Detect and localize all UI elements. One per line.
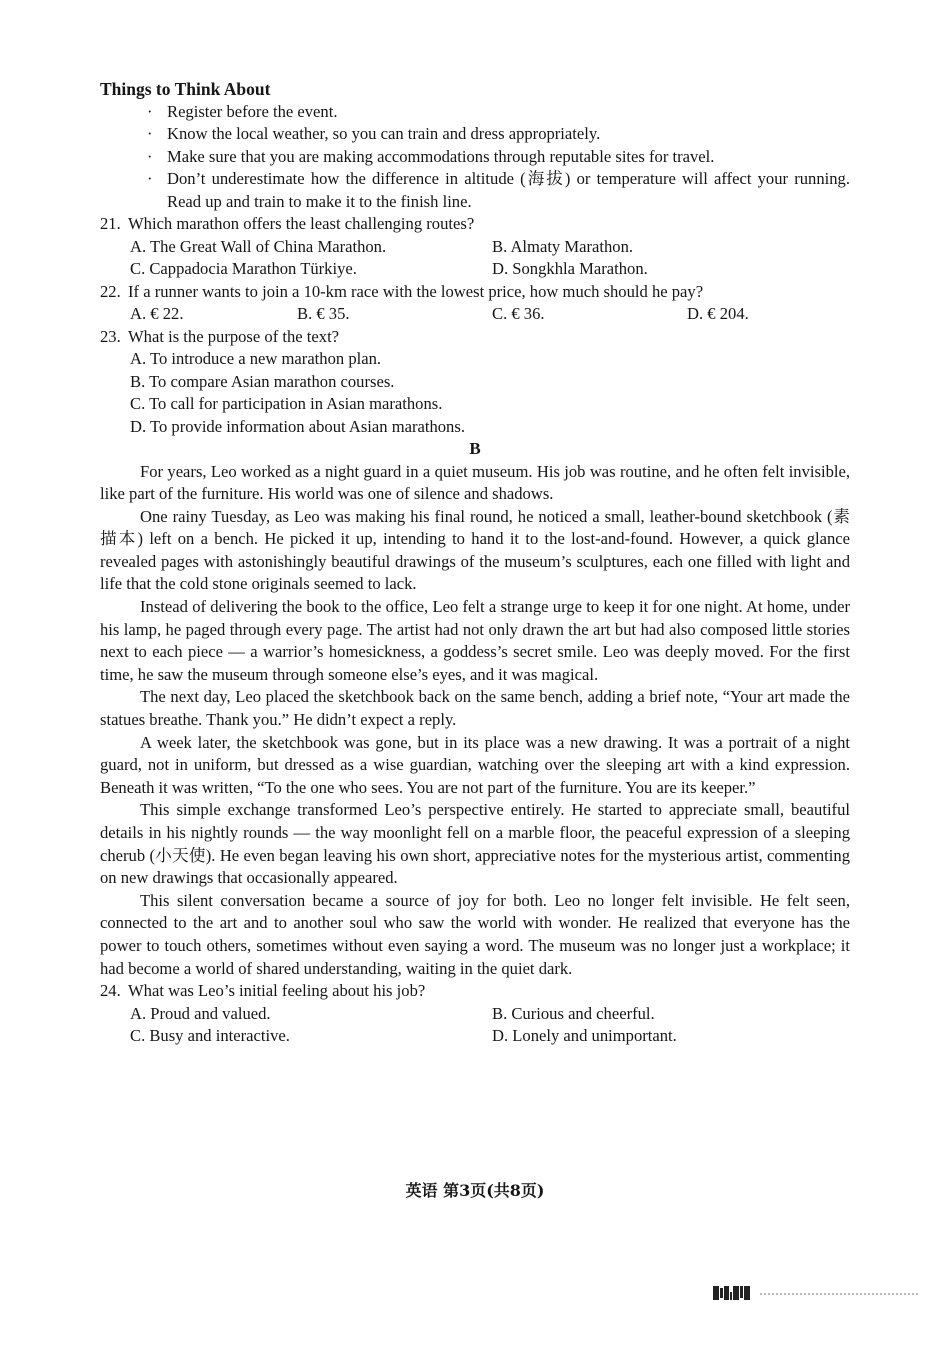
- options: [100, 348, 850, 438]
- bullet-icon: ·: [147, 169, 153, 188]
- qr-code-icon: [713, 1286, 753, 1300]
- question-stem: [100, 980, 850, 1003]
- bullet-icon: ·: [147, 124, 153, 143]
- option-b[interactable]: B. € 35.: [297, 304, 350, 323]
- option-d[interactable]: D. € 204.: [687, 304, 749, 323]
- paragraph: A week later, the sketchbook was gone, but in its place was a new drawing. It was a portrait of a night guard, not in uniform, but dressed as a wise guardian, watching over the sleeping art with a kind expression. Beneath it was written, “To the one who sees. You are not part of the furniture. You are its keeper.”: [100, 732, 850, 797]
- option-c[interactable]: C. € 36.: [492, 304, 545, 323]
- question-23: [100, 326, 850, 439]
- tip-item: [100, 101, 850, 124]
- option-b[interactable]: B. Almaty Marathon.: [492, 236, 634, 256]
- tip-text: Know the local weather, so you can train and dress appropriately.: [167, 124, 601, 143]
- section-heading: Things to Think About: [100, 79, 271, 99]
- option-c[interactable]: C. Busy and interactive.: [130, 1026, 290, 1046]
- paragraph: Instead of delivering the book to the office, Leo felt a strange urge to keep it for one night. At home, under his lamp, he paged through every page. The artist had not only drawn the art but had also composed little stories next to each piece — a warrior’s homesickness, a goddess’s secret smile. Leo was deeply moved. For the first time, he saw the museum through someone else’s eyes, and it was magical.: [100, 597, 850, 684]
- paragraph: This simple exchange transformed Leo’s perspective entirely. He started to appreciate small, beautiful details in his nightly rounds — the way moonlight fell on a marble floor, the peaceful expression of a sleeping cherub (小天使). He even began leaving his own short, appreciative notes for the mysterious artist, commenting on new drawings that occasionally appeared.: [100, 800, 850, 888]
- tip-item: [100, 146, 850, 169]
- tip-item: [100, 168, 850, 213]
- question-text: Which marathon offers the least challenging routes?: [128, 214, 475, 233]
- option-d[interactable]: D. Songkhla Marathon.: [492, 259, 648, 278]
- question-21: [100, 213, 850, 281]
- scan-artifact: [760, 1293, 918, 1300]
- page-footer: 英语 第3页(共8页): [405, 1181, 545, 1200]
- section-b-title: B: [469, 439, 481, 458]
- question-stem: [100, 326, 850, 349]
- question-text: What was Leo’s initial feeling about his job?: [128, 981, 426, 1001]
- question-text: What is the purpose of the text?: [128, 326, 340, 346]
- option-b[interactable]: B. To compare Asian marathon courses.: [130, 371, 395, 391]
- options: [100, 236, 850, 281]
- paragraph: The next day, Leo placed the sketchbook back on the same bench, adding a brief note, “Your art made the statues breathe. Thank you.” He didn’t expect a reply.: [100, 687, 850, 730]
- option-a[interactable]: A. € 22.: [130, 304, 184, 323]
- passage-b: [100, 461, 850, 981]
- tip-text: Make sure that you are making accommodations through reputable sites for travel.: [167, 146, 715, 166]
- tips-list: [100, 101, 850, 214]
- bullet-icon: ·: [147, 101, 153, 121]
- options: [100, 303, 850, 326]
- question-text: If a runner wants to join a 10-km race with the lowest price, how much should he pay?: [128, 281, 704, 301]
- option-b[interactable]: B. Curious and cheerful.: [492, 1003, 655, 1023]
- tip-text: Register before the event.: [167, 101, 338, 121]
- question-number: 22.: [100, 281, 121, 301]
- bullet-icon: ·: [147, 146, 153, 166]
- question-24: [100, 980, 850, 1048]
- option-d[interactable]: D. To provide information about Asian marathons.: [130, 416, 465, 436]
- paragraph: This silent conversation became a source of joy for both. Leo no longer felt invisible. He felt seen, connected to the art and to another soul who saw the world with wonder. He realized that everyone has the power to touch others, sometimes without even saying a word. The museum was no longer just a workplace; it had become a world of shared understanding, waiting in the quiet dark.: [100, 890, 850, 978]
- option-a[interactable]: A. Proud and valued.: [130, 1003, 271, 1023]
- question-stem: [100, 281, 850, 304]
- question-number: 24.: [100, 981, 121, 1001]
- option-a[interactable]: A. The Great Wall of China Marathon.: [130, 236, 387, 256]
- question-number: 21.: [100, 214, 121, 233]
- question-stem: [100, 213, 850, 236]
- option-c[interactable]: C. Cappadocia Marathon Türkiye.: [130, 259, 357, 278]
- option-a[interactable]: A. To introduce a new marathon plan.: [130, 349, 382, 368]
- paragraph: For years, Leo worked as a night guard in a quiet museum. His job was routine, and he often felt invisible, like part of the furniture. His world was one of silence and shadows.: [100, 461, 850, 504]
- option-d[interactable]: D. Lonely and unimportant.: [492, 1026, 677, 1046]
- paragraph: One rainy Tuesday, as Leo was making his final round, he noticed a small, leather-bound sketchbook (素描本) left on a bench. He picked it up, intending to hand it to the lost-and-found. However, a quick glance revealed pages with astonishingly beautiful drawings of the museum’s sculptures, each one filled with light and life that the cold stone originals seemed to lack.: [100, 506, 850, 594]
- exam-page: [100, 78, 850, 1048]
- tip-item: [100, 123, 850, 146]
- options: [100, 1003, 850, 1048]
- tip-text: Don’t underestimate how the difference in altitude (海拔) or temperature will affect your running. Read up and train to make it to the finish line.: [167, 169, 850, 211]
- question-22: [100, 281, 850, 326]
- option-c[interactable]: C. To call for participation in Asian marathons.: [130, 394, 443, 413]
- question-number: 23.: [100, 326, 121, 346]
